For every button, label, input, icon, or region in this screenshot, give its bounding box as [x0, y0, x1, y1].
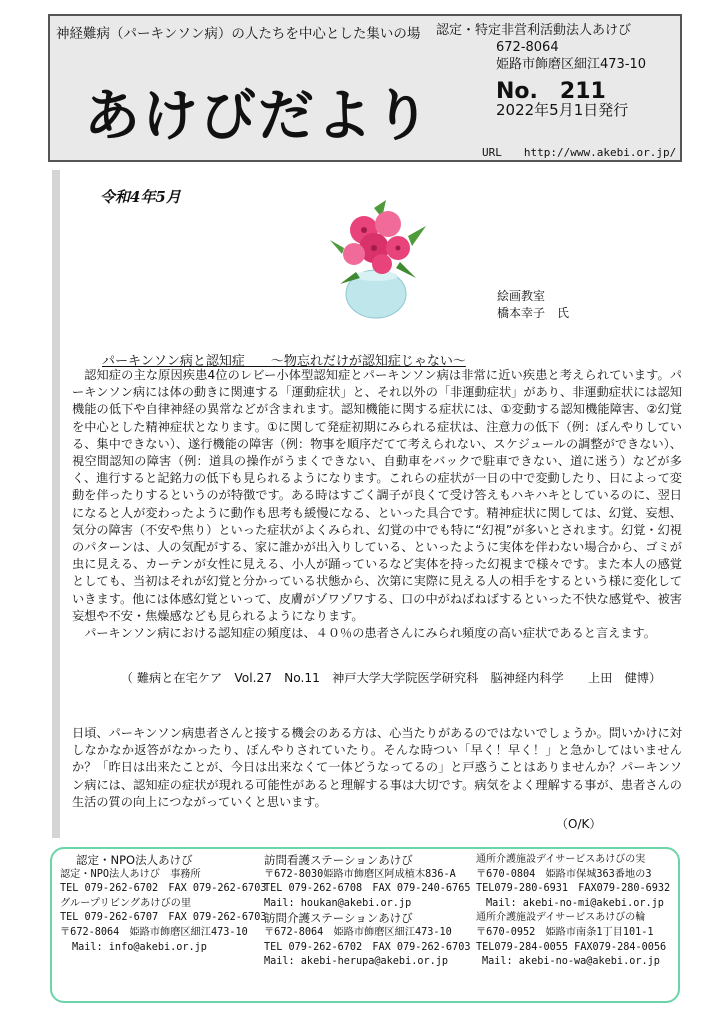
footer-email[interactable]: Mail: akebi-herupa@akebi.or.jp — [264, 956, 449, 968]
issue-number: No. 211 — [496, 79, 606, 104]
footer-line: 〒672-8030姫路市飾磨区阿成植木836-A — [264, 868, 456, 880]
footer-line: TEL 079-262-6707 FAX 079-262-6703 — [60, 912, 267, 924]
footer-heading: 通所介護施設デイサービスあけびの実 — [476, 854, 646, 865]
art-class-label: 絵画教室 — [497, 289, 546, 303]
newsletter-title: あけびだより — [84, 83, 432, 149]
editorial-body — [72, 725, 682, 811]
org-name: 認定・特定非営利活動法人あけび — [436, 23, 632, 38]
article-paragraph-1: 認知症の主な原因疾患4位のレビー小体型認知症とパーキンソン病は非常に近い疾患と考えられています。パーキンソン病には体の動きに関連する「運動症状」と、それ以外の「非運動症状」があり、非運動症状には認知機能の低下や自律神経の異常などが含まれます。認知機能に関する症状には、①変動する認知機能障害、②幻覚を中心とした精神症状となります。①に関して発症初期にみられる症状は、注意力の低下（例：ぼんやりしている、集中できない）、遂行機能の障害（例：物事を順序だてて考えられない、スケジュールの調整ができない）、視空間認知の障害（例：道具の操作がうまくできない、自動車をバックで駐車できない、道に迷う）などが多く、進行すると記銘力の低下も見られるようになります。これらの症状が一日の中で変動したり、日によって変動を伴ったりするというのが特徴です。ある時はすごく調子が良くて受け答えもハキハキとしているのに、翌日になると人が変わったように動作も思考も緩慢になる、といった具合です。精神症状に関しては、幻覚、妄想、気分の障害（不安や焦り）といった症状がよくみられ、幻覚の中でも特に“幻視”が多いとされます。幻覚・幻視のパターンは、人の気配がする、家に誰かが出入りしている、といったように実体を伴わない場合から、ゴミが虫に見える、カーテンが女性に見える、小人が踊っているなど実体を持った幻視まで様々です。また本人の感覚としても、当初はそれが幻覚と分かっている状態から、次第に実際に見える人の相手をするという様に変化していきます。他には体感幻覚といって、皮膚がゾワゾワする、口の中がねばねばするといった不快な感覚や、被害妄想や不安・焦燥感なども見られるようになります。 — [72, 368, 682, 623]
art-credit — [497, 288, 569, 322]
artist-name: 橋本幸子 氏 — [497, 306, 570, 320]
editorial-paragraph: 日頃、パーキンソン病患者さんと接する機会のある方は、心当たりがあるのではないでしょうか。問いかけに対しなかなか返答がなかったり、ぼんやりされていたり。そんな時つい「早く！早く！」と急かしてはいませんか？「昨日は出来たことが、今日は出来なくて一体どうなってるの」と戸惑うことはありませんか？パーキンソン病には、認知症の症状が現れる可能性があると理解する事は大切です。病気をよく理解する事が、患者さんの生活の質の向上につながっていくと思います。 — [72, 726, 682, 809]
article-title: パーキンソン病と認知症 ～物忘れだけが認知症じゃない～ — [102, 354, 466, 369]
footer-heading: 訪問介護ステーションあけび — [264, 911, 413, 926]
article-body — [72, 367, 682, 642]
address: 姫路市飾磨区細江473-10 — [496, 57, 647, 72]
footer-email[interactable]: Mail: info@akebi.or.jp — [72, 941, 207, 953]
left-margin-bar — [52, 170, 60, 838]
footer-line: 〒672-8064 姫路市飾磨区細江473-10 — [60, 926, 248, 938]
footer-line: 〒670-0804 姫路市保城363番地の3 — [476, 868, 652, 880]
footer-line: TEL 079-262-6702 FAX 079-262-6703 — [60, 883, 267, 895]
contact-column-visiting — [264, 853, 470, 970]
footer-heading: 認定・NPO法人あけび — [76, 853, 193, 867]
footer-email[interactable]: Mail: akebi-no-wa@akebi.or.jp — [482, 956, 660, 968]
article-paragraph-2: パーキンソン病における認知症の頻度は、４０％の患者さんにみられ頻度の高い症状であると言えます。 — [84, 626, 656, 641]
footer-email[interactable]: Mail: akebi-no-mi@akebi.or.jp — [486, 897, 664, 909]
footer-line: TEL079-280-6931 FAX079-280-6932 — [476, 883, 671, 895]
contact-footer — [50, 847, 680, 1003]
contact-column-office — [60, 853, 266, 955]
footer-line: 〒670-0952 姫路市南条1丁目101-1 — [476, 926, 654, 938]
footer-line: TEL 079-262-6702 FAX 079-262-6703 — [264, 941, 471, 953]
footer-line: TEL 079-262-6708 FAX 079-240-6765 — [264, 883, 471, 895]
masthead — [48, 14, 682, 162]
footer-line: 認定・NPO法人あけび 事務所 — [60, 868, 201, 880]
website-url[interactable]: URL http://www.akebi.or.jp/ — [482, 146, 677, 159]
contact-column-dayservice — [476, 853, 670, 970]
issue-date: 2022年5月1日発行 — [496, 101, 629, 119]
footer-heading: 通所介護施設デイサービスあけびの輪 — [476, 912, 646, 924]
footer-heading: 訪問看護ステーションあけび — [264, 853, 413, 867]
flower-vase-painting-icon — [316, 196, 436, 322]
footer-line: TEL079-284-0055 FAX079-284-0056 — [476, 941, 667, 953]
publisher-block — [436, 22, 676, 119]
era-date: 令和4年5月 — [100, 188, 181, 206]
author-initials: （O/K） — [556, 817, 602, 831]
article-source: （ 難病と在宅ケア Vol.27 No.11 神戸大学大学院医学研究科 脳神経内科学 上田 健博） — [120, 671, 662, 685]
tagline: 神経難病（パーキンソン病）の人たちを中心とした集いの場 — [56, 26, 421, 42]
footer-line: 〒672-8064 姫路市飾磨区細江473-10 — [264, 926, 452, 938]
zip-code: 672-8064 — [496, 40, 559, 55]
footer-line: グループリビングあけびの里 — [60, 897, 192, 909]
footer-email[interactable]: Mail: houkan@akebi.or.jp — [264, 897, 412, 909]
